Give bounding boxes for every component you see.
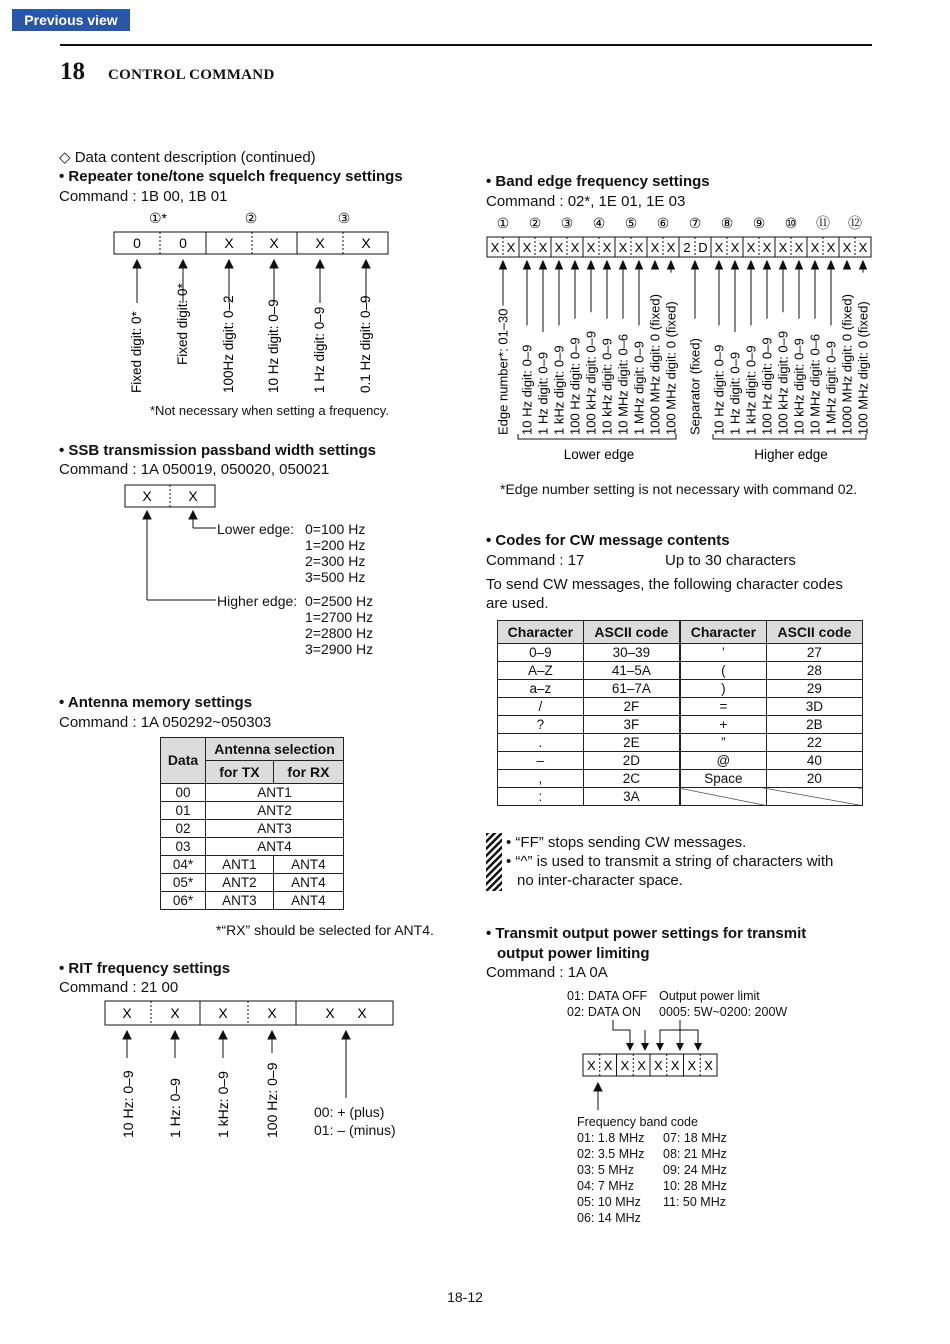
rit-digit-label: 10 Hz: 0–9 [120,1070,136,1138]
table-row [498,734,863,752]
table-row [498,788,863,806]
cell: X [620,1058,630,1073]
circle-number: ③ [560,215,574,231]
table-cell: Space [680,770,766,788]
table-cell: ( [680,662,766,680]
cell: D [698,240,708,255]
circle-number: ⑥ [656,215,670,231]
table-cell: , [498,770,584,788]
cell: 2 [683,240,691,255]
circle-number: ③ [337,210,351,226]
higher-edge-values: 0=2500 Hz 1=2700 Hz 2=2800 Hz 3=2900 Hz [305,593,374,657]
lower-edge-caption: Lower edge [563,447,635,462]
table-cell: ANT3 [206,820,344,838]
cell: X [858,240,868,255]
cell: X [357,1005,367,1021]
circle-number: ⑤ [624,215,638,231]
table-cell: ANT2 [206,874,274,892]
band-digit-label: 100 kHz digit: 0–9 [583,330,599,435]
cw-limit: Up to 30 characters [665,552,796,569]
band-edge-command: Command : 02*, 1E 01, 1E 03 [486,193,686,210]
cell: X [687,1058,697,1073]
table-cell: = [680,698,766,716]
th-tx: for TX [206,761,274,784]
rit-title: • RIT frequency settings [59,960,231,977]
table-cell: 3F [583,716,680,734]
table-cell: 2F [583,698,680,716]
circle-number: ⑩ [784,215,798,231]
cw-command: Command : 17 [486,552,585,569]
table-cell: 2E [583,734,680,752]
cw-title: • Codes for CW message contents [486,532,730,549]
table-cell: 2D [583,752,680,770]
digit-label: 1 Hz digit: 0–9 [312,306,327,393]
cw-desc-2: are used. [486,595,549,612]
table-row [498,752,863,770]
cell: 0 [133,235,141,251]
th-antenna-selection: Antenna selection [206,738,344,761]
cell: X [654,1058,663,1073]
circle-number: ⑪ [816,215,830,231]
cell: X [315,235,325,251]
empty-cell [766,788,862,806]
table-row [161,802,344,820]
band-digit-label: 1000 MHz digit: 0 (fixed) [839,294,855,435]
cell: X [522,240,532,255]
data-off-label: 01: DATA OFF [567,989,648,1003]
cell: X [218,1005,228,1021]
circle-number: ② [244,210,258,226]
th-ascii: ASCII code [766,621,862,644]
cell: X [762,240,772,255]
cell: X [587,1058,596,1073]
digit-label: 10 Hz digit: 0–9 [266,299,281,393]
table-row [498,770,863,788]
cell: X [586,240,596,255]
lower-edge-label: Lower edge: [217,521,295,537]
table-row [161,838,344,856]
tx-power-command: Command : 1A 0A [486,964,608,981]
band-digit-label: 1 MHz digit: 0–9 [823,341,839,435]
band-digit-label: 10 kHz digit: 0–9 [791,338,807,435]
table-cell: 40 [766,752,862,770]
table-cell: ANT3 [206,892,274,910]
cell: X [554,240,564,255]
table-cell: 02 [161,820,206,838]
band-edge-note: *Edge number setting is not necessary with command 02. [500,481,858,497]
table-cell: 29 [766,680,862,698]
band-digit-label: Separator (fixed) [687,338,703,435]
circle-number: ② [528,215,542,231]
table-cell: 04* [161,856,206,874]
band-digit-label: Edge number*: 01–30 [495,308,511,435]
cell: X [603,1058,613,1073]
circle-number: ⑫ [848,215,862,231]
band-digit-label: 1 kHz digit: 0–9 [743,345,759,435]
table-cell: – [498,752,584,770]
band-digit-label: 100 Hz digit: 0–9 [567,337,583,435]
cell: 0 [179,235,187,251]
table-cell: 28 [766,662,862,680]
table-cell: / [498,698,584,716]
cell: X [778,240,788,255]
repeater-tone-note: *Not necessary when setting a frequency. [150,403,389,418]
band-codes-a: 01: 1.8 MHz 02: 3.5 MHz 03: 5 MHz 04: 7 MHz 05: 10 MHz 06: 14 MHz [577,1131,645,1225]
table-cell: ANT4 [273,856,343,874]
band-digit-label: 10 MHz digit: 0–6 [615,333,631,435]
higher-edge-caption: Higher edge [754,447,828,462]
chapter-number: 18 [60,58,85,85]
band-codes-b: 07: 18 MHz 08: 21 MHz 09: 24 MHz 10: 28 MHz 11: 50 MHz [663,1131,727,1209]
band-edge-title: • Band edge frequency settings [486,173,710,190]
cell: X [570,240,580,255]
cell: X [842,240,852,255]
cell: X [714,240,724,255]
band-digit-label: 100 kHz digit: 0–9 [775,330,791,435]
table-cell: 05* [161,874,206,892]
repeater-tone-diagram [100,205,410,400]
table-cell: ANT4 [206,838,344,856]
rit-digit-label: 1 Hz: 0–9 [167,1078,183,1138]
th-character: Character [498,621,584,644]
table-cell: ANT4 [273,892,343,910]
digit-label: Fixed digit: 0* [175,283,190,365]
antenna-command: Command : 1A 050292~050303 [59,714,272,731]
tx-power-title-2: output power limiting [497,945,650,962]
cell: X [538,240,548,255]
cw-desc-1: To send CW messages, the following character codes [486,576,843,593]
table-cell: ANT1 [206,784,344,802]
band-digit-label: 10 kHz digit: 0–9 [599,338,615,435]
table-cell: ANT4 [273,874,343,892]
table-cell: 00 [161,784,206,802]
cell: X [826,240,836,255]
table-cell: ’ [680,644,766,662]
band-digit-label: 1 kHz digit: 0–9 [551,345,567,435]
th-rx: for RX [273,761,343,784]
rit-sign-minus: 01: – (minus) [314,1122,396,1138]
rit-digit-label: 1 kHz: 0–9 [215,1071,231,1138]
cell: X [170,1005,180,1021]
table-cell: A–Z [498,662,584,680]
band-digit-label: 10 Hz digit: 0–9 [711,344,727,435]
table-row [161,874,344,892]
table-cell: 3D [766,698,862,716]
cell: X [506,240,516,255]
cell: X [188,488,198,504]
table-cell: 3A [583,788,680,806]
circle-number: ①* [149,210,167,226]
circle-number: ⑧ [720,215,734,231]
lower-edge-values: 0=100 Hz 1=200 Hz 2=300 Hz 3=500 Hz [305,521,366,585]
repeater-tone-title: • Repeater tone/tone squelch frequency settings [59,168,403,185]
cw-note-caret-cont: no inter-character space. [517,872,683,889]
table-cell: a–z [498,680,584,698]
cell: X [325,1005,335,1021]
ssb-diagram [120,480,230,605]
circle-number: ⑦ [688,215,702,231]
tx-power-title-1: • Transmit output power settings for transmit [486,925,807,942]
circle-number: ① [496,215,510,231]
th-ascii: ASCII code [583,621,680,644]
cw-note-caret: • “^” is used to transmit a string of characters with [506,853,834,870]
cw-note-ff: • “FF” stops sending CW messages. [506,834,747,851]
antenna-title: • Antenna memory settings [59,694,253,711]
frequency-band-code-label: Frequency band code [577,1115,698,1129]
output-power-limit-label: Output power limit [659,989,760,1003]
page-number: 18-12 [447,1289,483,1305]
table-cell: 27 [766,644,862,662]
table-row [161,856,344,874]
higher-edge-label: Higher edge: [217,593,298,609]
cell: X [730,240,740,255]
cell: X [650,240,660,255]
ssb-title: • SSB transmission passband width settings [59,442,376,459]
table-row [161,784,344,802]
table-cell: ) [680,680,766,698]
cell: X [746,240,756,255]
circle-number: ⑨ [752,215,766,231]
table-row [498,698,863,716]
band-digit-label: 10 MHz digit: 0–6 [807,333,823,435]
cw-code-table [497,620,863,806]
table-row [498,644,863,662]
table-cell: + [680,716,766,734]
table-cell: 2C [583,770,680,788]
table-row [498,662,863,680]
th-data: Data [161,738,206,784]
table-cell: ANT1 [206,856,274,874]
table-cell: ” [680,734,766,752]
cell: X [634,240,644,255]
table-cell: 03 [161,838,206,856]
cell: X [670,1058,680,1073]
table-cell: . [498,734,584,752]
band-digit-label: 100 Hz digit: 0–9 [759,337,775,435]
rit-sign-plus: 00: + (plus) [314,1104,385,1120]
cell: X [142,488,152,504]
table-cell: 30–39 [583,644,680,662]
table-cell: 06* [161,892,206,910]
cell: X [490,240,500,255]
table-cell: @ [680,752,766,770]
band-digit-label: 100 MHz digit: 0 (fixed) [663,301,679,435]
digit-label: 100Hz digit: 0–2 [221,295,236,393]
table-cell: 0–9 [498,644,584,662]
empty-cell [680,788,766,806]
cell: X [618,240,628,255]
band-digit-label: 1 MHz digit: 0–9 [631,341,647,435]
cell: X [602,240,612,255]
rit-command: Command : 21 00 [59,979,179,996]
rit-digit-label: 100 Hz: 0–9 [264,1062,280,1138]
tx-power-diagram [575,1018,725,1113]
band-edge-diagram [486,210,876,470]
table-cell: 20 [766,770,862,788]
data-on-label: 02: DATA ON [567,1005,641,1019]
band-digit-label: 10 Hz digit: 0–9 [519,344,535,435]
data-content-description: ◇ Data content description (continued) [59,149,316,166]
ssb-command: Command : 1A 050019, 050020, 050021 [59,461,330,478]
th-character: Character [680,621,766,644]
antenna-table [160,737,344,910]
table-row [161,820,344,838]
cell: X [704,1058,713,1073]
previous-view-button[interactable]: Previous view [12,9,130,31]
band-digit-label: 100 MHz digit: 0 (fixed) [855,301,871,435]
table-cell: : [498,788,584,806]
output-power-limit-range: 0005: 5W~0200: 200W [659,1005,788,1019]
repeater-tone-command: Command : 1B 00, 1B 01 [59,188,228,205]
digit-label: Fixed digit: 0* [129,311,144,393]
cell: X [269,235,279,251]
table-cell: 22 [766,734,862,752]
cell: X [224,235,234,251]
cell: X [361,235,371,251]
band-digit-label: 1 Hz digit: 0–9 [535,351,551,435]
antenna-note: *“RX” should be selected for ANT4. [216,922,434,938]
cell: X [637,1058,646,1073]
note-hatch-icon [486,833,502,891]
table-row [498,716,863,734]
digit-label: 0.1 Hz digit: 0–9 [358,295,373,393]
band-digit-label: 1000 MHz digit: 0 (fixed) [647,294,663,435]
cell: X [122,1005,132,1021]
header-rule [60,44,872,46]
table-cell: 41–5A [583,662,680,680]
band-digit-label: 1 Hz digit: 0–9 [727,351,743,435]
table-cell: 61–7A [583,680,680,698]
table-row [498,680,863,698]
table-cell: ? [498,716,584,734]
cell: X [666,240,676,255]
table-cell: ANT2 [206,802,344,820]
chapter-title: CONTROL COMMAND [108,67,275,83]
circle-number: ④ [592,215,606,231]
cell: X [794,240,804,255]
cell: X [810,240,820,255]
cell: X [267,1005,277,1021]
table-cell: 2B [766,716,862,734]
table-row [161,892,344,910]
table-cell: 01 [161,802,206,820]
